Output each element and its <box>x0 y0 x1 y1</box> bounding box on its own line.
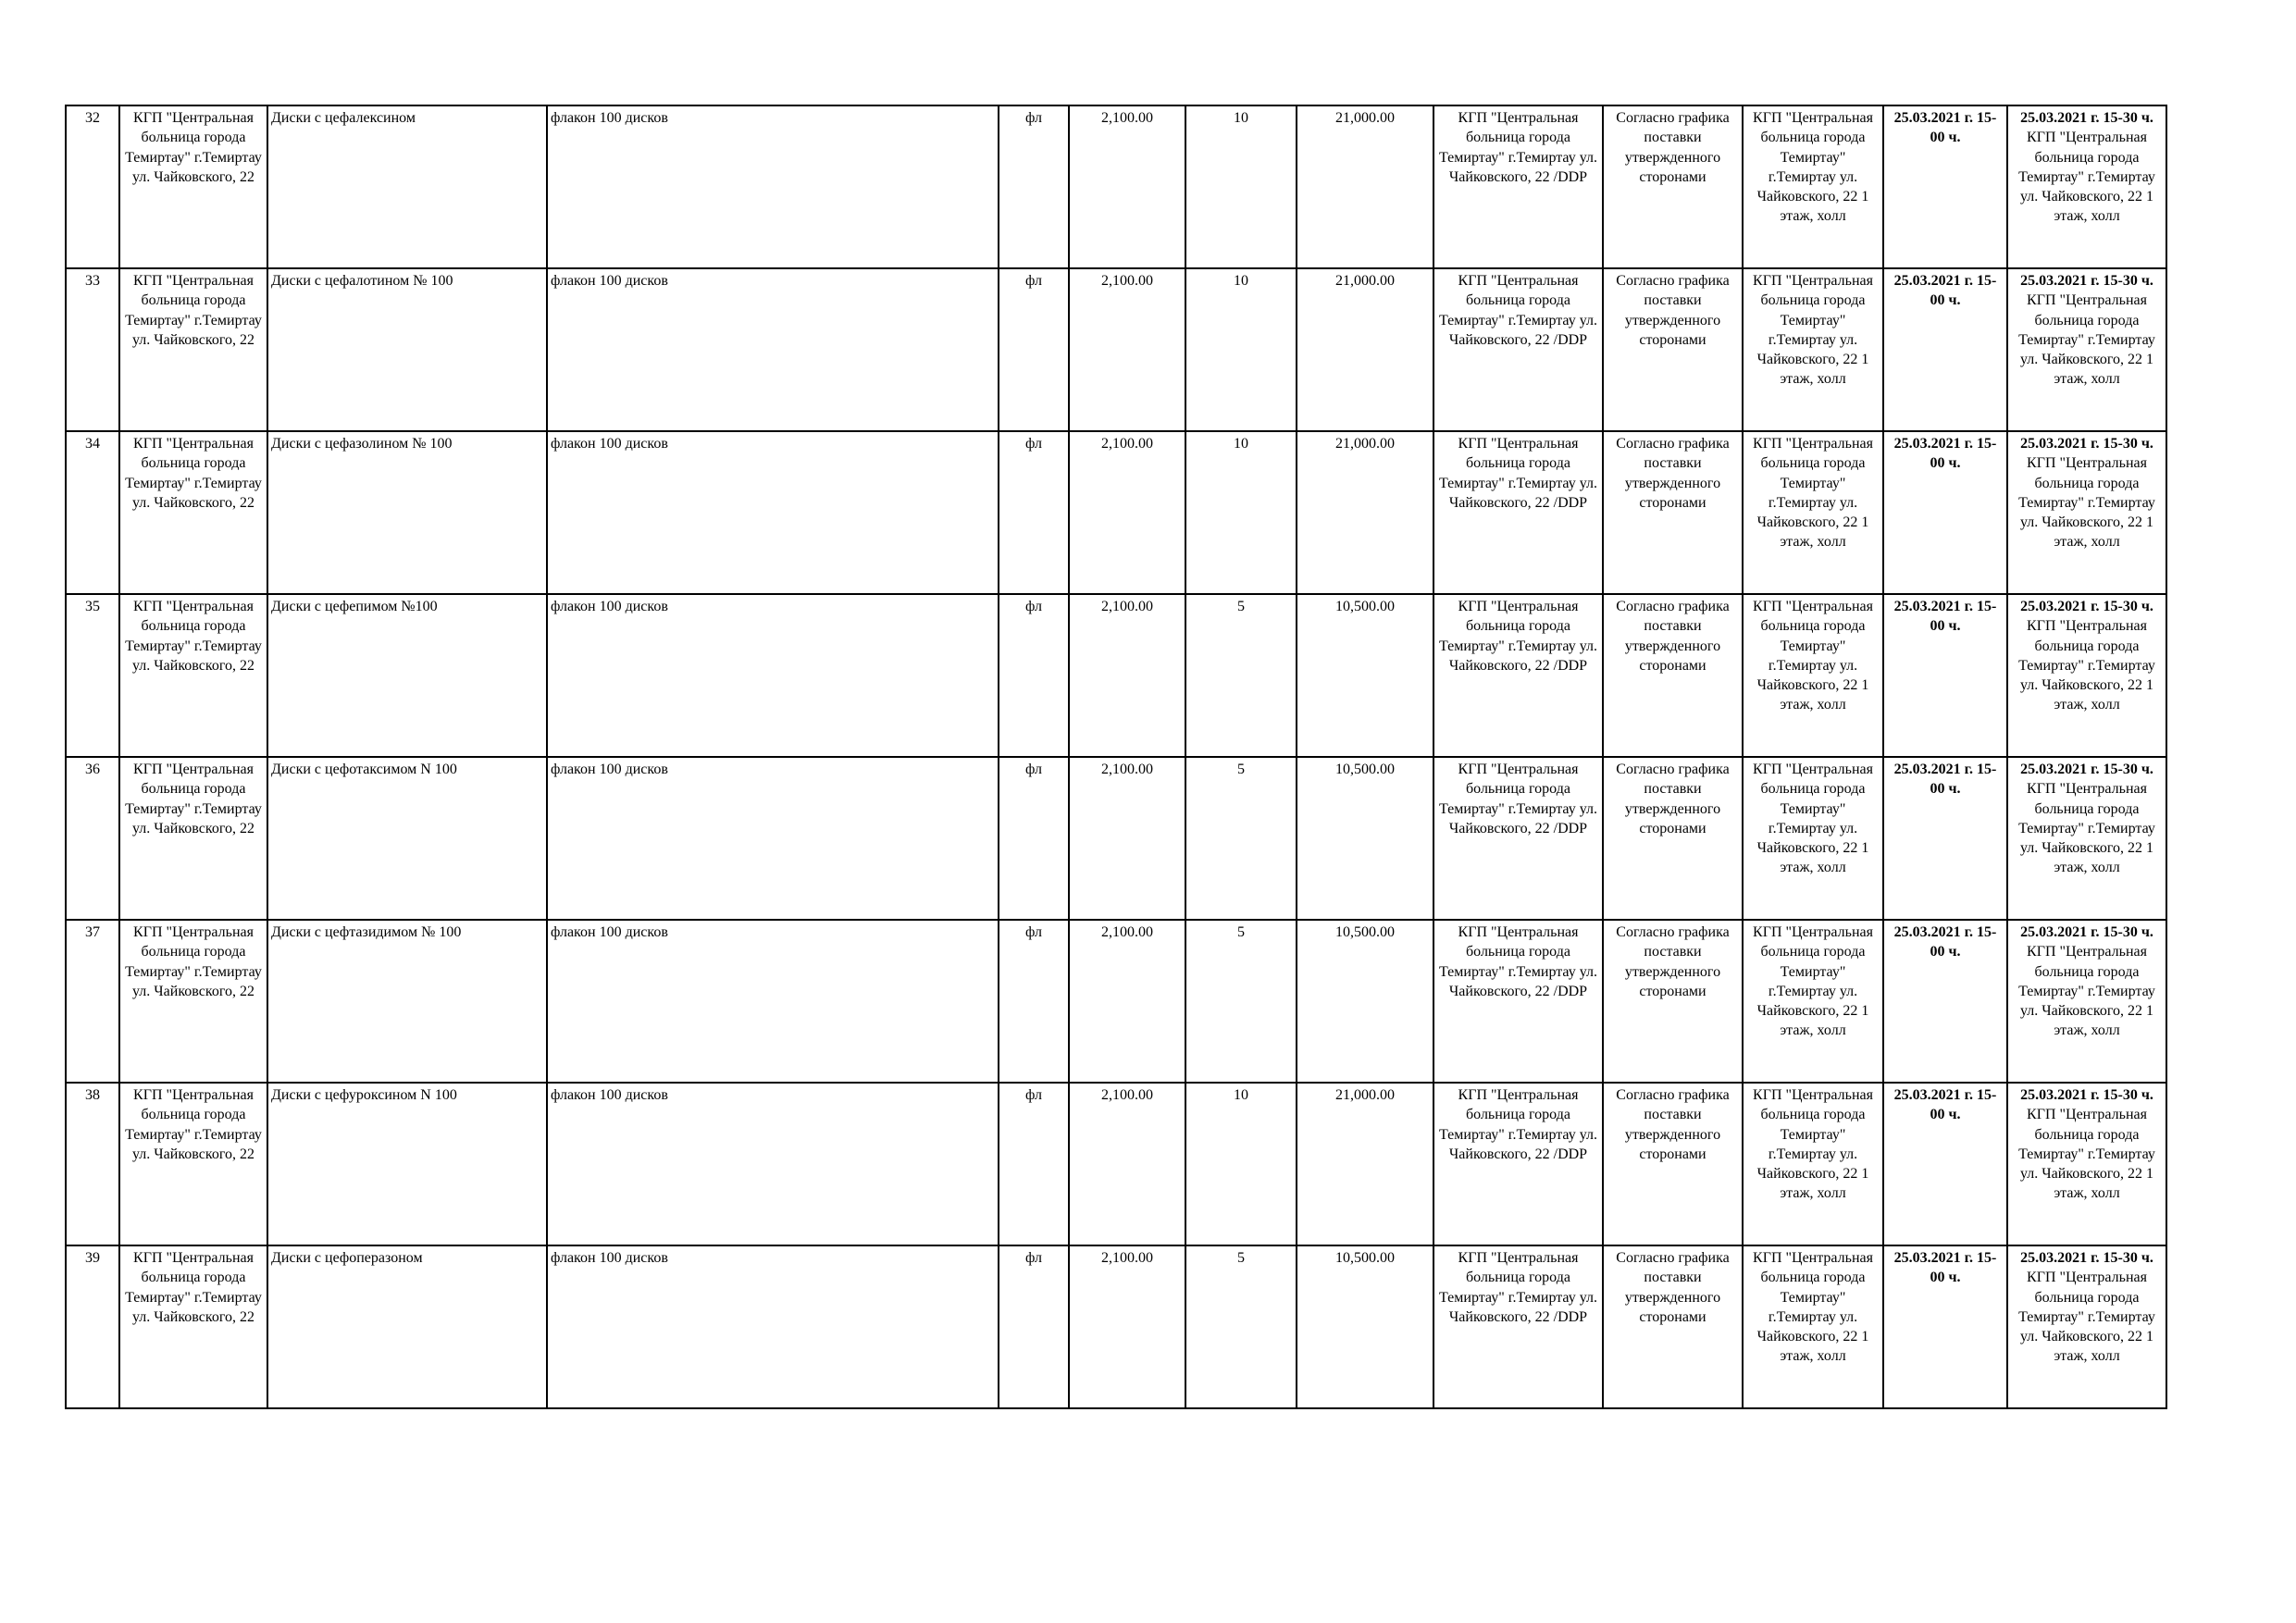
deadline-cell: 25.03.2021 г. 15-00 ч. <box>1883 1245 2007 1408</box>
quantity-cell: 5 <box>1185 920 1297 1083</box>
opening-cell <box>2007 1083 2166 1245</box>
table-row <box>66 1245 2166 1408</box>
opening-time: 25.03.2021 г. 15-30 ч. <box>2020 436 2153 452</box>
unit-cell: фл <box>999 594 1069 757</box>
sum-cell: 10,500.00 <box>1297 594 1433 757</box>
sum-cell: 21,000.00 <box>1297 268 1433 431</box>
submission-place-cell: КГП "Центральная больница города Темиртау" г.Темиртау ул. Чайковского, 22 1 этаж, холл <box>1743 757 1883 920</box>
row-number: 35 <box>66 594 119 757</box>
customer-cell: КГП "Центральная больница города Темиртау" г.Темиртау ул. Чайковского, 22 <box>119 594 267 757</box>
delivery-term-cell: Согласно графика поставки утвержденного сторонами <box>1603 920 1743 1083</box>
delivery-term-cell: Согласно графика поставки утвержденного сторонами <box>1603 431 1743 594</box>
customer-cell: КГП "Центральная больница города Темиртау" г.Темиртау ул. Чайковского, 22 <box>119 268 267 431</box>
item-name-cell: Диски с цефалотином № 100 <box>267 268 547 431</box>
table-row <box>66 268 2166 431</box>
sum-cell: 10,500.00 <box>1297 1245 1433 1408</box>
opening-cell <box>2007 268 2166 431</box>
submission-place-cell: КГП "Центральная больница города Темиртау" г.Темиртау ул. Чайковского, 22 1 этаж, холл <box>1743 920 1883 1083</box>
unit-cell: фл <box>999 431 1069 594</box>
opening-place: КГП "Центральная больница города Темиртау" г.Темиртау ул. Чайковского, 22 1 этаж, холл <box>2018 1270 2155 1365</box>
table-row <box>66 105 2166 268</box>
delivery-place-cell: КГП "Центральная больница города Темиртау" г.Темиртау ул. Чайковского, 22 /DDP <box>1433 268 1603 431</box>
quantity-cell: 10 <box>1185 431 1297 594</box>
unit-cell: фл <box>999 268 1069 431</box>
opening-cell <box>2007 431 2166 594</box>
unit-cell: фл <box>999 757 1069 920</box>
submission-place-cell: КГП "Центральная больница города Темиртау" г.Темиртау ул. Чайковского, 22 1 этаж, холл <box>1743 1083 1883 1245</box>
delivery-place-cell: КГП "Центральная больница города Темиртау" г.Темиртау ул. Чайковского, 22 /DDP <box>1433 105 1603 268</box>
row-number: 36 <box>66 757 119 920</box>
table-row <box>66 594 2166 757</box>
delivery-place-cell: КГП "Центральная больница города Темиртау" г.Темиртау ул. Чайковского, 22 /DDP <box>1433 431 1603 594</box>
unit-cell: фл <box>999 1245 1069 1408</box>
deadline-cell: 25.03.2021 г. 15-00 ч. <box>1883 431 2007 594</box>
opening-place: КГП "Центральная больница города Темиртау" г.Темиртау ул. Чайковского, 22 1 этаж, холл <box>2018 1107 2155 1202</box>
item-name-cell: Диски с цефазолином № 100 <box>267 431 547 594</box>
price-cell: 2,100.00 <box>1069 1245 1185 1408</box>
quantity-cell: 5 <box>1185 594 1297 757</box>
unit-cell: фл <box>999 920 1069 1083</box>
item-description-cell: флакон 100 дисков <box>547 268 999 431</box>
delivery-term-cell: Согласно графика поставки утвержденного сторонами <box>1603 268 1743 431</box>
procurement-table <box>65 105 2167 1409</box>
opening-place: КГП "Центральная больница города Темиртау" г.Темиртау ул. Чайковского, 22 1 этаж, холл <box>2018 618 2155 713</box>
table-row <box>66 431 2166 594</box>
delivery-term-cell: Согласно графика поставки утвержденного сторонами <box>1603 1083 1743 1245</box>
price-cell: 2,100.00 <box>1069 268 1185 431</box>
deadline-cell: 25.03.2021 г. 15-00 ч. <box>1883 920 2007 1083</box>
row-number: 33 <box>66 268 119 431</box>
delivery-term-cell: Согласно графика поставки утвержденного сторонами <box>1603 757 1743 920</box>
item-description-cell: флакон 100 дисков <box>547 105 999 268</box>
item-name-cell: Диски с цефоперазоном <box>267 1245 547 1408</box>
submission-place-cell: КГП "Центральная больница города Темиртау" г.Темиртау ул. Чайковского, 22 1 этаж, холл <box>1743 105 1883 268</box>
opening-place: КГП "Центральная больница города Темиртау" г.Темиртау ул. Чайковского, 22 1 этаж, холл <box>2018 292 2155 388</box>
delivery-term-cell: Согласно графика поставки утвержденного сторонами <box>1603 1245 1743 1408</box>
opening-time: 25.03.2021 г. 15-30 ч. <box>2020 599 2153 614</box>
quantity-cell: 10 <box>1185 105 1297 268</box>
delivery-place-cell: КГП "Центральная больница города Темиртау" г.Темиртау ул. Чайковского, 22 /DDP <box>1433 757 1603 920</box>
price-cell: 2,100.00 <box>1069 105 1185 268</box>
opening-place: КГП "Центральная больница города Темиртау" г.Темиртау ул. Чайковского, 22 1 этаж, холл <box>2018 781 2155 876</box>
table-row <box>66 1083 2166 1245</box>
customer-cell: КГП "Центральная больница города Темиртау" г.Темиртау ул. Чайковского, 22 <box>119 431 267 594</box>
unit-cell: фл <box>999 1083 1069 1245</box>
quantity-cell: 5 <box>1185 757 1297 920</box>
price-cell: 2,100.00 <box>1069 920 1185 1083</box>
delivery-term-cell: Согласно графика поставки утвержденного сторонами <box>1603 594 1743 757</box>
row-number: 37 <box>66 920 119 1083</box>
sum-cell: 10,500.00 <box>1297 757 1433 920</box>
sum-cell: 21,000.00 <box>1297 105 1433 268</box>
deadline-cell: 25.03.2021 г. 15-00 ч. <box>1883 1083 2007 1245</box>
delivery-place-cell: КГП "Центральная больница города Темиртау" г.Темиртау ул. Чайковского, 22 /DDP <box>1433 920 1603 1083</box>
sum-cell: 21,000.00 <box>1297 1083 1433 1245</box>
opening-time: 25.03.2021 г. 15-30 ч. <box>2020 1250 2153 1266</box>
deadline-cell: 25.03.2021 г. 15-00 ч. <box>1883 757 2007 920</box>
delivery-place-cell: КГП "Центральная больница города Темиртау" г.Темиртау ул. Чайковского, 22 /DDP <box>1433 594 1603 757</box>
submission-place-cell: КГП "Центральная больница города Темиртау" г.Темиртау ул. Чайковского, 22 1 этаж, холл <box>1743 594 1883 757</box>
opening-time: 25.03.2021 г. 15-30 ч. <box>2020 1087 2153 1103</box>
submission-place-cell: КГП "Центральная больница города Темиртау" г.Темиртау ул. Чайковского, 22 1 этаж, холл <box>1743 431 1883 594</box>
customer-cell: КГП "Центральная больница города Темиртау" г.Темиртау ул. Чайковского, 22 <box>119 105 267 268</box>
item-description-cell: флакон 100 дисков <box>547 920 999 1083</box>
deadline-cell: 25.03.2021 г. 15-00 ч. <box>1883 268 2007 431</box>
opening-cell <box>2007 594 2166 757</box>
price-cell: 2,100.00 <box>1069 1083 1185 1245</box>
customer-cell: КГП "Центральная больница города Темиртау" г.Темиртау ул. Чайковского, 22 <box>119 757 267 920</box>
item-description-cell: флакон 100 дисков <box>547 594 999 757</box>
delivery-place-cell: КГП "Центральная больница города Темиртау" г.Темиртау ул. Чайковского, 22 /DDP <box>1433 1245 1603 1408</box>
customer-cell: КГП "Центральная больница города Темиртау" г.Темиртау ул. Чайковского, 22 <box>119 1245 267 1408</box>
delivery-place-cell: КГП "Центральная больница города Темиртау" г.Темиртау ул. Чайковского, 22 /DDP <box>1433 1083 1603 1245</box>
row-number: 34 <box>66 431 119 594</box>
item-name-cell: Диски с цефуроксином N 100 <box>267 1083 547 1245</box>
opening-time: 25.03.2021 г. 15-30 ч. <box>2020 110 2153 126</box>
deadline-cell: 25.03.2021 г. 15-00 ч. <box>1883 105 2007 268</box>
submission-place-cell: КГП "Центральная больница города Темиртау" г.Темиртау ул. Чайковского, 22 1 этаж, холл <box>1743 1245 1883 1408</box>
opening-time: 25.03.2021 г. 15-30 ч. <box>2020 273 2153 289</box>
item-name-cell: Диски с цефтазидимом № 100 <box>267 920 547 1083</box>
opening-place: КГП "Центральная больница города Темиртау" г.Темиртау ул. Чайковского, 22 1 этаж, холл <box>2018 455 2155 551</box>
item-description-cell: флакон 100 дисков <box>547 1245 999 1408</box>
delivery-term-cell: Согласно графика поставки утвержденного сторонами <box>1603 105 1743 268</box>
sum-cell: 10,500.00 <box>1297 920 1433 1083</box>
item-description-cell: флакон 100 дисков <box>547 757 999 920</box>
customer-cell: КГП "Центральная больница города Темиртау" г.Темиртау ул. Чайковского, 22 <box>119 1083 267 1245</box>
opening-place: КГП "Центральная больница города Темиртау" г.Темиртау ул. Чайковского, 22 1 этаж, холл <box>2018 130 2155 225</box>
row-number: 38 <box>66 1083 119 1245</box>
price-cell: 2,100.00 <box>1069 757 1185 920</box>
price-cell: 2,100.00 <box>1069 594 1185 757</box>
opening-cell <box>2007 757 2166 920</box>
customer-cell: КГП "Центральная больница города Темиртау" г.Темиртау ул. Чайковского, 22 <box>119 920 267 1083</box>
sum-cell: 21,000.00 <box>1297 431 1433 594</box>
table-row <box>66 757 2166 920</box>
submission-place-cell: КГП "Центральная больница города Темиртау" г.Темиртау ул. Чайковского, 22 1 этаж, холл <box>1743 268 1883 431</box>
row-number: 32 <box>66 105 119 268</box>
quantity-cell: 5 <box>1185 1245 1297 1408</box>
table-row <box>66 920 2166 1083</box>
opening-time: 25.03.2021 г. 15-30 ч. <box>2020 762 2153 777</box>
opening-time: 25.03.2021 г. 15-30 ч. <box>2020 924 2153 940</box>
opening-cell <box>2007 920 2166 1083</box>
row-number: 39 <box>66 1245 119 1408</box>
item-name-cell: Диски с цефотаксимом N 100 <box>267 757 547 920</box>
quantity-cell: 10 <box>1185 1083 1297 1245</box>
deadline-cell: 25.03.2021 г. 15-00 ч. <box>1883 594 2007 757</box>
opening-cell <box>2007 1245 2166 1408</box>
item-name-cell: Диски с цефалексином <box>267 105 547 268</box>
quantity-cell: 10 <box>1185 268 1297 431</box>
opening-cell <box>2007 105 2166 268</box>
price-cell: 2,100.00 <box>1069 431 1185 594</box>
item-name-cell: Диски с цефепимом №100 <box>267 594 547 757</box>
table-body <box>66 105 2166 1408</box>
item-description-cell: флакон 100 дисков <box>547 431 999 594</box>
item-description-cell: флакон 100 дисков <box>547 1083 999 1245</box>
unit-cell: фл <box>999 105 1069 268</box>
opening-place: КГП "Центральная больница города Темиртау" г.Темиртау ул. Чайковского, 22 1 этаж, холл <box>2018 944 2155 1039</box>
